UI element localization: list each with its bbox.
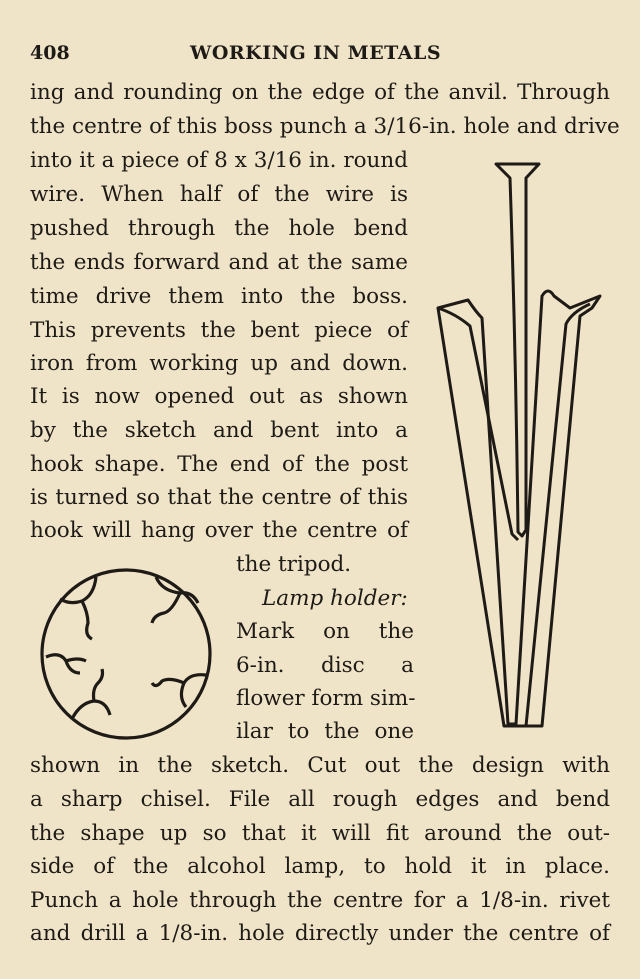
text-line: Punch a hole through the centre for a 1/8-in. rivet [30,888,610,913]
section-heading-lamp-holder: Lamp holder: [262,586,408,611]
text-line: pushed through the hole bend [30,216,408,241]
text-line: 6-in. disc a [236,653,414,678]
text-line: Mark on the [236,619,414,644]
text-line: and drill a 1/8-in. hole directly under the centre of [30,921,610,946]
tripod-sketch-icon [430,156,610,731]
text-line: iron from working up and down. [30,351,408,376]
text-line: side of the alcohol lamp, to hold it in place. [30,854,610,879]
running-head: WORKING IN METALS [190,42,442,64]
text-line: shown in the sketch. Cut out the design with [30,753,610,778]
text-line: wire. When half of the wire is [30,182,408,207]
text-line: into it a piece of 8 x 3/16 in. round [30,148,408,173]
text-line: the shape up so that it will fit around the out- [30,821,610,846]
flower-disc-sketch-icon [36,565,216,743]
text-line: time drive them into the boss. [30,284,408,309]
text-line: a sharp chisel. File all rough edges and bend [30,787,610,812]
text-line: This prevents the bent piece of [30,318,408,343]
text-line: hook shape. The end of the post [30,452,408,477]
text-line: the ends forward and at the same [30,250,408,275]
text-line: by the sketch and bent into a [30,418,408,443]
text-line: flower form sim- [236,686,416,711]
page-header [30,42,610,70]
text-line: ing and rounding on the edge of the anvil. Through [30,80,610,105]
text-line: ilar to the one [236,719,414,744]
text-line: the centre of this boss punch a 3/16-in. hole and drive [30,114,620,139]
text-line: is turned so that the centre of this [30,485,408,510]
text-line: hook will hang over the centre of [30,518,408,543]
text-line: the tripod. [236,552,352,577]
page-number: 408 [30,42,70,64]
text-line: It is now opened out as shown [30,384,408,409]
